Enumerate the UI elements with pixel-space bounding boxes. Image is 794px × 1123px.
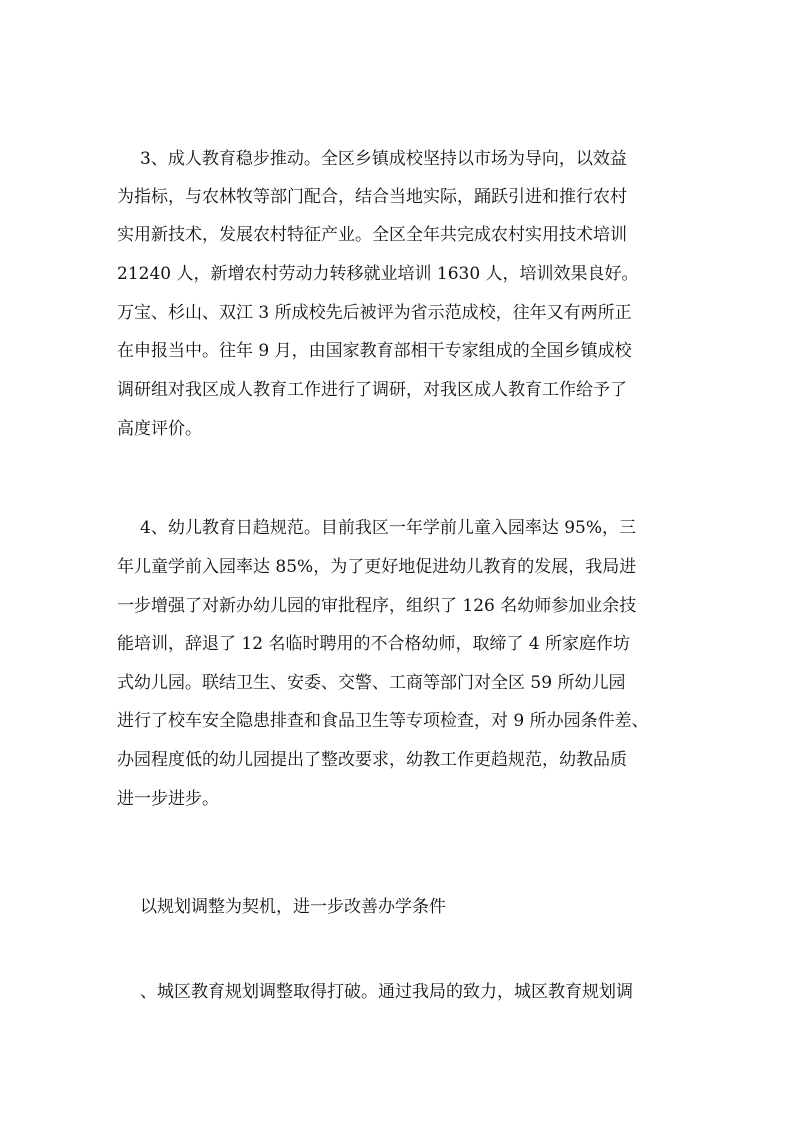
heading-text: 以规划调整为契机，进一步改善办学条件 <box>140 897 446 917</box>
text-line: 式幼儿园。联结卫生、安委、交警、工商等部门对全区 59 所幼儿园 <box>117 673 626 693</box>
text-line: 进一步进步。 <box>117 789 219 809</box>
text-line: 进行了校车安全隐患排查和食品卫生等专项检查，对 9 所办园条件差、 <box>117 711 649 731</box>
text-line: 为指标，与农林牧等部门配合，结合当地实际，踊跃引进和推行农村 <box>117 187 627 207</box>
text-line: 实用新技术，发展农村特征产业。全区全年共完成农村实用技术培训 <box>117 225 627 245</box>
text-line: 能培训，辞退了 12 名临时聘用的不合格幼师，取缔了 4 所家庭作坊 <box>117 634 631 654</box>
text-line: 4、幼儿教育日趋规范。目前我区一年学前儿童入园率达 95%，三 <box>140 518 637 538</box>
text-line: 办园程度低的幼儿园提出了整改要求，幼教工作更趋规范，幼教品质 <box>117 750 627 770</box>
text-line: 万宝、杉山、双江 3 所成校先后被评为省示范成校，往年又有两所正 <box>117 303 632 323</box>
text-line: 一步增强了对新办幼儿园的审批程序，组织了 126 名幼师参加业余技 <box>117 596 637 616</box>
text-line: 、城区教育规划调整取得打破。通过我局的致力，城区教育规划调 <box>140 982 633 1002</box>
text-line: 21240 人，新增农村劳动力转移就业培训 1630 人，培训效果良好。 <box>117 264 639 284</box>
text-line: 3、成人教育稳步推动。全区乡镇成校坚持以市场为导向，以效益 <box>140 149 627 169</box>
text-line: 调研组对我区成人教育工作进行了调研，对我区成人教育工作给予了 <box>117 380 627 400</box>
text-line: 高度评价。 <box>117 419 202 439</box>
text-line: 在申报当中。往年 9 月，由国家教育部相干专家组成的全国乡镇成校 <box>117 341 632 361</box>
text-line: 年儿童学前入园率达 85%，为了更好地促进幼儿教育的发展，我局进 <box>117 557 637 577</box>
